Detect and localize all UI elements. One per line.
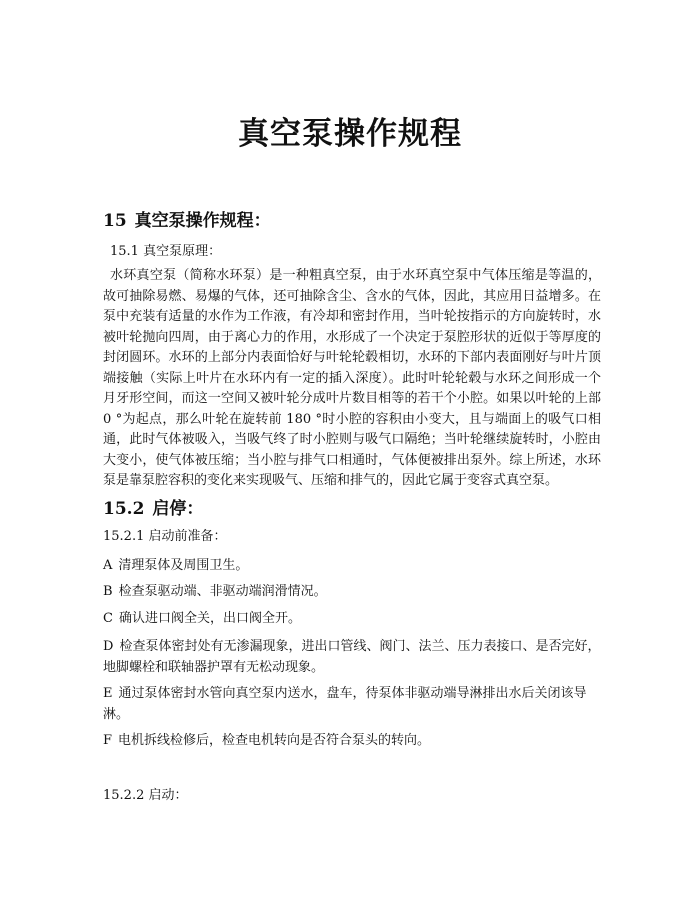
prep-item-letter: F [103, 733, 113, 748]
section-title: 真空泵操作规程： [134, 211, 271, 231]
prep-item-text: 检查泵体密封处有无渗漏现象，进出口管线、阀门、法兰、压力表接口、是否完好，地脚螺栓和联轴器护罩有无松动现象。 [103, 639, 601, 675]
start-stop-title: 启停： [152, 499, 204, 519]
prep-item-letter: B [103, 584, 113, 599]
prep-item [103, 684, 601, 725]
prep-item-letter: A [103, 558, 113, 573]
prep-item-letter: C [103, 611, 113, 626]
section-number: 15 [103, 211, 127, 231]
prep-item [103, 609, 601, 630]
section-heading [103, 206, 271, 231]
prep-item-text: 清理泵体及周围卫生。 [118, 558, 249, 573]
start-heading: 15.2.2 启动： [103, 788, 188, 803]
prep-heading: 15.2.1 启动前准备： [103, 529, 227, 544]
start-stop-heading [103, 494, 203, 519]
prep-item [103, 556, 601, 577]
prep-item [103, 731, 601, 752]
prep-item-text: 确认进口阀全关，出口阀全开。 [118, 611, 301, 626]
prep-item-text: 通过泵体密封水管向真空泵内送水，盘车，待泵体非驱动端导淋排出水后关闭该导淋。 [103, 686, 587, 722]
prep-item-text: 检查泵驱动端、非驱动端润滑情况。 [118, 584, 327, 599]
prep-item [103, 582, 601, 603]
principle-heading: 15.1 真空泵原理： [110, 244, 222, 259]
prep-item-text: 电机拆线检修后，检查电机转向是否符合泵头的转向。 [118, 733, 431, 748]
prep-item-letter: E [103, 686, 113, 701]
prep-item-letter: D [103, 639, 114, 654]
prep-item [103, 637, 601, 678]
principle-paragraph: 水环真空泵（简称水环泵）是一种粗真空泵，由于水环真空泵中气体压缩是等温的，故可抽除易燃、易爆的气体，还可抽除含尘、含水的气体，因此，其应用日益增多。在泵中充装有适量的水作为工作液，有冷却和密封作用，当叶轮按指示的方向旋转时，水被叶轮抛向四周，由于离心力的作用，水形成了一个决定于泵腔形状的近似于等厚度的封闭圆环。水环的上部分内表面恰好与叶轮轮毂相切，水环的下部内表面刚好与叶片顶端接触（实际上叶片在水环内有一定的插入深度）。此时叶轮轮毂与水环之间形成一个月牙形空间，而这一空间又被叶轮分成叶片数目相等的若干个小腔。如果以叶轮的上部 0 °为起点，那么叶轮在旋转前 180 °时小腔的容积由小变大，且与端面上的吸气口相通，此时气体被吸入，当吸气终了时小腔则与吸气口隔绝；当叶轮继续旋转时，小腔由大变小，使气体被压缩；当小腔与排气口相通时，气体便被排出泵外。综上所述，水环泵是靠泵腔容积的变化来实现吸气、压缩和排气的，因此它属于变容式真空泵。 [103, 268, 601, 488]
start-stop-number: 15.2 [103, 499, 145, 519]
document-title: 真空泵操作规程 [238, 116, 462, 152]
